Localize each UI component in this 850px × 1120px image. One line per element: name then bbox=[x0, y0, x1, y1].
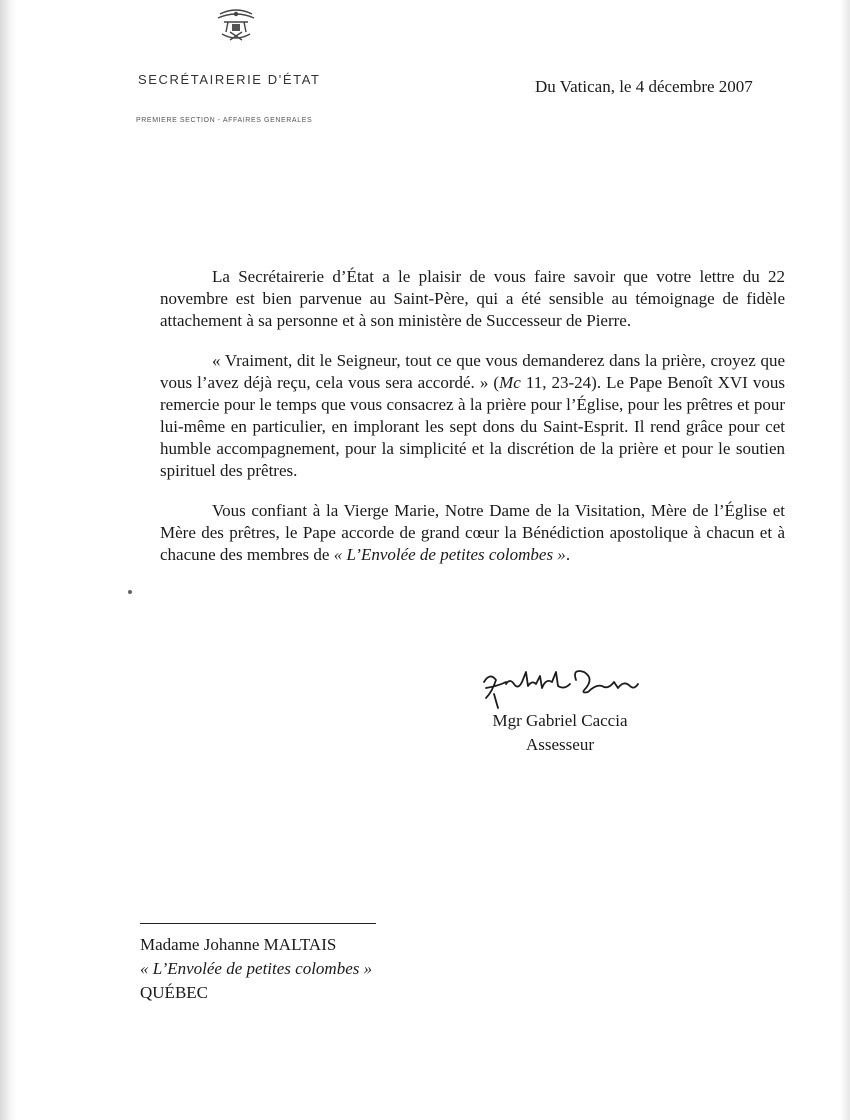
letterhead-section: PREMIERE SECTION - AFFAIRES GENERALES bbox=[136, 117, 313, 124]
paragraph-3-end: . bbox=[565, 545, 571, 564]
paragraph-3-text: Vous confiant à la Vierge Marie, Notre Dame de la Visitation, Mère de l’Église et Mère des prêtres, le Pape accorde de grand cœur la Bénédiction apostolique à chacun et à chacune des membres de bbox=[160, 501, 785, 564]
paragraph-1 bbox=[160, 266, 785, 332]
recipient-place: QUÉBEC bbox=[140, 983, 208, 1002]
recipient-address bbox=[140, 933, 372, 1005]
scripture-reference: Mc bbox=[499, 373, 521, 392]
page-shadow-right bbox=[840, 0, 850, 1120]
organization-name-italic: « L’Envolée de petites colombes » bbox=[333, 545, 566, 564]
page-shadow-left bbox=[0, 0, 16, 1120]
letterhead-department: SECRÉTAIRERIE D'ÉTAT bbox=[138, 72, 321, 87]
papal-crest-icon bbox=[208, 8, 264, 48]
address-divider bbox=[140, 923, 376, 924]
date-line: Du Vatican, le 4 décembre 2007 bbox=[535, 77, 753, 96]
paper-speck bbox=[128, 590, 132, 594]
paragraph-2 bbox=[160, 350, 785, 482]
handwritten-signature-icon bbox=[476, 664, 656, 710]
paragraph-2-text: 11, 23-24). Le Pape Benoît XVI vous remercie pour le temps que vous consacrez à la prière pour l’Église, pour les prêtres et pour lui-même en particulier, en implorant les sept dons du Saint-Esprit. Il rend grâce pour cet humble accompagnement, pour la simplicité et la discrétion de la prière et pour le soutien spirituel des prêtres. bbox=[160, 373, 785, 480]
signer-title: Assesseur bbox=[526, 735, 594, 754]
recipient-name: Madame Johanne MALTAIS bbox=[140, 935, 337, 954]
signer-block bbox=[480, 709, 640, 757]
paragraph-3 bbox=[160, 500, 785, 566]
scripture-quote: « Vraiment, dit le Seigneur, tout ce que vous demanderez dans la prière, croyez que vous l’avez déjà reçu, cela vous sera accordé. » ( bbox=[160, 351, 785, 392]
recipient-organization: « L’Envolée de petites colombes » bbox=[140, 959, 373, 978]
paragraph-1-text: La Secrétairerie d’État a le plaisir de vous faire savoir que votre lettre du 22 novembre est bien parvenue au Saint-Père, qui a été sensible au témoignage de fidèle attachement à sa personne et à son ministère de Successeur de Pierre. bbox=[160, 267, 785, 330]
letter-body bbox=[160, 266, 785, 584]
signer-name: Mgr Gabriel Caccia bbox=[492, 711, 628, 730]
